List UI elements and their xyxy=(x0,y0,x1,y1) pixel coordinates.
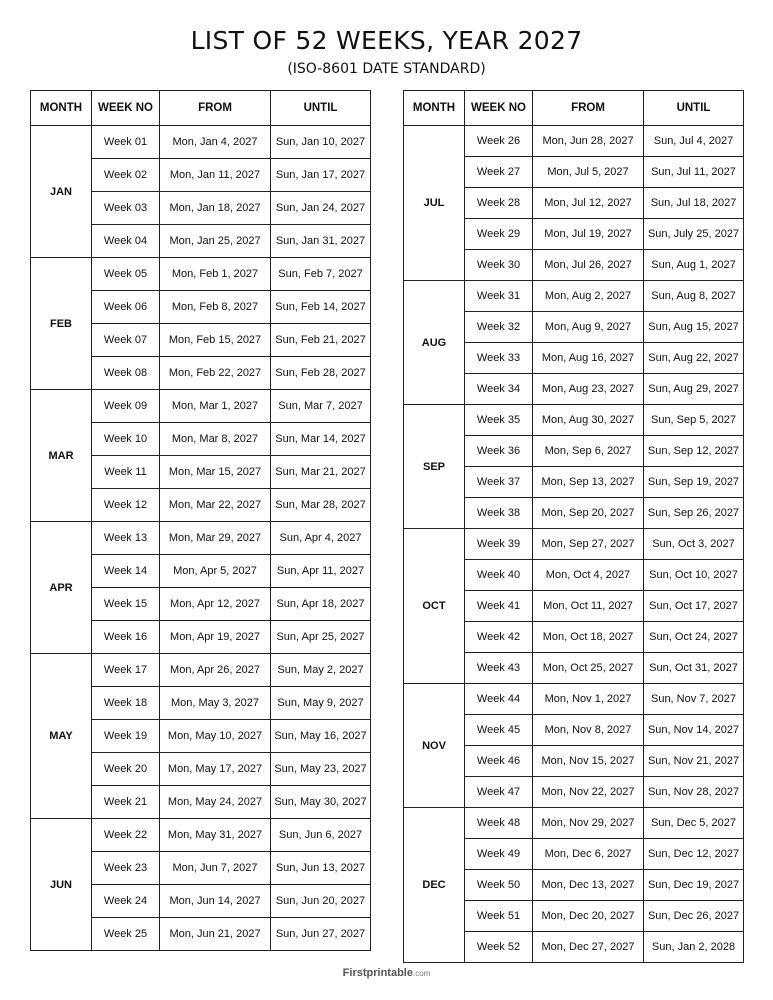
from-date-cell: Mon, May 3, 2027 xyxy=(160,687,271,720)
week-no-cell: Week 25 xyxy=(92,918,160,951)
month-cell: JUL xyxy=(404,126,465,281)
table-row xyxy=(31,654,371,687)
from-date-cell: Mon, Aug 2, 2027 xyxy=(533,281,644,312)
until-date-cell: Sun, Jan 2, 2028 xyxy=(644,932,744,963)
week-no-cell: Week 39 xyxy=(465,529,533,560)
until-date-cell: Sun, Jun 27, 2027 xyxy=(271,918,371,951)
week-no-cell: Week 24 xyxy=(92,885,160,918)
week-no-cell: Week 30 xyxy=(465,250,533,281)
from-date-cell: Mon, Jul 5, 2027 xyxy=(533,157,644,188)
from-date-cell: Mon, Mar 8, 2027 xyxy=(160,423,271,456)
until-date-cell: Sun, Jul 18, 2027 xyxy=(644,188,744,219)
from-date-cell: Mon, Aug 23, 2027 xyxy=(533,374,644,405)
table-row xyxy=(31,258,371,291)
from-date-cell: Mon, May 31, 2027 xyxy=(160,819,271,852)
until-date-cell: Sun, Aug 15, 2027 xyxy=(644,312,744,343)
week-no-cell: Week 19 xyxy=(92,720,160,753)
from-date-cell: Mon, Aug 9, 2027 xyxy=(533,312,644,343)
from-date-cell: Mon, Jan 11, 2027 xyxy=(160,159,271,192)
month-cell: FEB xyxy=(31,258,92,390)
header-from: FROM xyxy=(160,91,271,126)
from-date-cell: Mon, Oct 11, 2027 xyxy=(533,591,644,622)
week-no-cell: Week 17 xyxy=(92,654,160,687)
until-date-cell: Sun, Jun 20, 2027 xyxy=(271,885,371,918)
weeks-table-left xyxy=(30,90,371,951)
until-date-cell: Sun, Feb 28, 2027 xyxy=(271,357,371,390)
weeks-table-right xyxy=(403,90,744,963)
week-no-cell: Week 51 xyxy=(465,901,533,932)
until-date-cell: Sun, Apr 18, 2027 xyxy=(271,588,371,621)
until-date-cell: Sun, Apr 25, 2027 xyxy=(271,621,371,654)
page-title: LIST OF 52 WEEKS, YEAR 2027 xyxy=(190,26,583,55)
until-date-cell: Sun, Jun 13, 2027 xyxy=(271,852,371,885)
footer-brand-domain: .com xyxy=(412,969,431,978)
until-date-cell: Sun, Mar 14, 2027 xyxy=(271,423,371,456)
until-date-cell: Sun, Mar 28, 2027 xyxy=(271,489,371,522)
from-date-cell: Mon, Jul 12, 2027 xyxy=(533,188,644,219)
week-no-cell: Week 36 xyxy=(465,436,533,467)
table-row xyxy=(31,126,371,159)
from-date-cell: Mon, Oct 25, 2027 xyxy=(533,653,644,684)
until-date-cell: Sun, Dec 19, 2027 xyxy=(644,870,744,901)
until-date-cell: Sun, Jun 6, 2027 xyxy=(271,819,371,852)
table-body-right xyxy=(404,126,744,963)
until-date-cell: Sun, Dec 5, 2027 xyxy=(644,808,744,839)
week-no-cell: Week 20 xyxy=(92,753,160,786)
week-no-cell: Week 10 xyxy=(92,423,160,456)
month-cell: JUN xyxy=(31,819,92,951)
week-no-cell: Week 42 xyxy=(465,622,533,653)
until-date-cell: Sun, Sep 12, 2027 xyxy=(644,436,744,467)
until-date-cell: Sun, Feb 21, 2027 xyxy=(271,324,371,357)
week-no-cell: Week 48 xyxy=(465,808,533,839)
until-date-cell: Sun, Jan 24, 2027 xyxy=(271,192,371,225)
until-date-cell: Sun, Oct 31, 2027 xyxy=(644,653,744,684)
until-date-cell: Sun, Jul 11, 2027 xyxy=(644,157,744,188)
until-date-cell: Sun, May 30, 2027 xyxy=(271,786,371,819)
from-date-cell: Mon, May 17, 2027 xyxy=(160,753,271,786)
week-no-cell: Week 32 xyxy=(465,312,533,343)
from-date-cell: Mon, Jul 19, 2027 xyxy=(533,219,644,250)
until-date-cell: Sun, Mar 7, 2027 xyxy=(271,390,371,423)
table-row xyxy=(31,390,371,423)
header-until: UNTIL xyxy=(271,91,371,126)
from-date-cell: Mon, Jun 7, 2027 xyxy=(160,852,271,885)
from-date-cell: Mon, Jan 25, 2027 xyxy=(160,225,271,258)
header-until: UNTIL xyxy=(644,91,744,126)
week-no-cell: Week 08 xyxy=(92,357,160,390)
until-date-cell: Sun, Nov 7, 2027 xyxy=(644,684,744,715)
week-no-cell: Week 23 xyxy=(92,852,160,885)
from-date-cell: Mon, Mar 1, 2027 xyxy=(160,390,271,423)
until-date-cell: Sun, Oct 17, 2027 xyxy=(644,591,744,622)
week-no-cell: Week 11 xyxy=(92,456,160,489)
until-date-cell: Sun, Jul 4, 2027 xyxy=(644,126,744,157)
month-cell: SEP xyxy=(404,405,465,529)
from-date-cell: Mon, Apr 19, 2027 xyxy=(160,621,271,654)
table-row xyxy=(404,281,744,312)
week-no-cell: Week 27 xyxy=(465,157,533,188)
header-week-no: WEEK NO xyxy=(92,91,160,126)
month-cell: AUG xyxy=(404,281,465,405)
from-date-cell: Mon, Apr 12, 2027 xyxy=(160,588,271,621)
until-date-cell: Sun, Dec 12, 2027 xyxy=(644,839,744,870)
week-no-cell: Week 46 xyxy=(465,746,533,777)
week-no-cell: Week 33 xyxy=(465,343,533,374)
from-date-cell: Mon, Feb 22, 2027 xyxy=(160,357,271,390)
week-no-cell: Week 43 xyxy=(465,653,533,684)
until-date-cell: Sun, Oct 10, 2027 xyxy=(644,560,744,591)
until-date-cell: Sun, May 9, 2027 xyxy=(271,687,371,720)
week-no-cell: Week 13 xyxy=(92,522,160,555)
week-no-cell: Week 34 xyxy=(465,374,533,405)
from-date-cell: Mon, Sep 27, 2027 xyxy=(533,529,644,560)
until-date-cell: Sun, Jan 10, 2027 xyxy=(271,126,371,159)
from-date-cell: Mon, Nov 22, 2027 xyxy=(533,777,644,808)
week-no-cell: Week 05 xyxy=(92,258,160,291)
week-no-cell: Week 28 xyxy=(465,188,533,219)
month-cell: APR xyxy=(31,522,92,654)
table-row xyxy=(404,126,744,157)
header-month: MONTH xyxy=(31,91,92,126)
week-no-cell: Week 41 xyxy=(465,591,533,622)
footer-brand xyxy=(0,967,773,979)
from-date-cell: Mon, Nov 15, 2027 xyxy=(533,746,644,777)
week-no-cell: Week 01 xyxy=(92,126,160,159)
week-no-cell: Week 15 xyxy=(92,588,160,621)
from-date-cell: Mon, Aug 16, 2027 xyxy=(533,343,644,374)
week-no-cell: Week 35 xyxy=(465,405,533,436)
week-no-cell: Week 09 xyxy=(92,390,160,423)
footer-brand-name: Firstprintable xyxy=(342,967,413,979)
week-no-cell: Week 03 xyxy=(92,192,160,225)
week-no-cell: Week 21 xyxy=(92,786,160,819)
until-date-cell: Sun, Jan 17, 2027 xyxy=(271,159,371,192)
until-date-cell: Sun, Jan 31, 2027 xyxy=(271,225,371,258)
week-no-cell: Week 47 xyxy=(465,777,533,808)
until-date-cell: Sun, Dec 26, 2027 xyxy=(644,901,744,932)
until-date-cell: Sun, Nov 14, 2027 xyxy=(644,715,744,746)
table-row xyxy=(404,684,744,715)
week-no-cell: Week 06 xyxy=(92,291,160,324)
from-date-cell: Mon, Jun 14, 2027 xyxy=(160,885,271,918)
until-date-cell: Sun, Feb 7, 2027 xyxy=(271,258,371,291)
from-date-cell: Mon, Sep 20, 2027 xyxy=(533,498,644,529)
month-cell: MAR xyxy=(31,390,92,522)
from-date-cell: Mon, Feb 1, 2027 xyxy=(160,258,271,291)
week-no-cell: Week 45 xyxy=(465,715,533,746)
table-header-row xyxy=(404,91,744,126)
week-no-cell: Week 37 xyxy=(465,467,533,498)
from-date-cell: Mon, Mar 29, 2027 xyxy=(160,522,271,555)
until-date-cell: Sun, Apr 11, 2027 xyxy=(271,555,371,588)
until-date-cell: Sun, Aug 29, 2027 xyxy=(644,374,744,405)
week-no-cell: Week 50 xyxy=(465,870,533,901)
week-no-cell: Week 52 xyxy=(465,932,533,963)
until-date-cell: Sun, Aug 22, 2027 xyxy=(644,343,744,374)
from-date-cell: Mon, Apr 26, 2027 xyxy=(160,654,271,687)
week-no-cell: Week 16 xyxy=(92,621,160,654)
until-date-cell: Sun, Sep 5, 2027 xyxy=(644,405,744,436)
week-no-cell: Week 40 xyxy=(465,560,533,591)
week-no-cell: Week 38 xyxy=(465,498,533,529)
until-date-cell: Sun, Apr 4, 2027 xyxy=(271,522,371,555)
from-date-cell: Mon, Oct 18, 2027 xyxy=(533,622,644,653)
table-row xyxy=(404,808,744,839)
until-date-cell: Sun, Sep 26, 2027 xyxy=(644,498,744,529)
from-date-cell: Mon, Jun 21, 2027 xyxy=(160,918,271,951)
from-date-cell: Mon, Feb 8, 2027 xyxy=(160,291,271,324)
from-date-cell: Mon, Sep 6, 2027 xyxy=(533,436,644,467)
until-date-cell: Sun, Oct 3, 2027 xyxy=(644,529,744,560)
from-date-cell: Mon, Jul 26, 2027 xyxy=(533,250,644,281)
until-date-cell: Sun, Oct 24, 2027 xyxy=(644,622,744,653)
header-month: MONTH xyxy=(404,91,465,126)
page-subtitle: (ISO-8601 DATE STANDARD) xyxy=(287,61,486,77)
until-date-cell: Sun, July 25, 2027 xyxy=(644,219,744,250)
table-row xyxy=(31,819,371,852)
from-date-cell: Mon, Dec 6, 2027 xyxy=(533,839,644,870)
from-date-cell: Mon, Dec 27, 2027 xyxy=(533,932,644,963)
week-no-cell: Week 07 xyxy=(92,324,160,357)
week-no-cell: Week 12 xyxy=(92,489,160,522)
header-from: FROM xyxy=(533,91,644,126)
week-no-cell: Week 04 xyxy=(92,225,160,258)
table-row xyxy=(404,529,744,560)
from-date-cell: Mon, May 24, 2027 xyxy=(160,786,271,819)
month-cell: MAY xyxy=(31,654,92,819)
week-no-cell: Week 31 xyxy=(465,281,533,312)
until-date-cell: Sun, Sep 19, 2027 xyxy=(644,467,744,498)
week-no-cell: Week 44 xyxy=(465,684,533,715)
from-date-cell: Mon, Feb 15, 2027 xyxy=(160,324,271,357)
until-date-cell: Sun, Nov 21, 2027 xyxy=(644,746,744,777)
table-row xyxy=(31,522,371,555)
from-date-cell: Mon, Jan 4, 2027 xyxy=(160,126,271,159)
week-no-cell: Week 02 xyxy=(92,159,160,192)
until-date-cell: Sun, Aug 8, 2027 xyxy=(644,281,744,312)
from-date-cell: Mon, Jan 18, 2027 xyxy=(160,192,271,225)
from-date-cell: Mon, Aug 30, 2027 xyxy=(533,405,644,436)
month-cell: JAN xyxy=(31,126,92,258)
week-no-cell: Week 22 xyxy=(92,819,160,852)
from-date-cell: Mon, Nov 1, 2027 xyxy=(533,684,644,715)
month-cell: OCT xyxy=(404,529,465,684)
from-date-cell: Mon, Oct 4, 2027 xyxy=(533,560,644,591)
week-no-cell: Week 26 xyxy=(465,126,533,157)
until-date-cell: Sun, Aug 1, 2027 xyxy=(644,250,744,281)
from-date-cell: Mon, Mar 15, 2027 xyxy=(160,456,271,489)
from-date-cell: Mon, Nov 8, 2027 xyxy=(533,715,644,746)
from-date-cell: Mon, Dec 13, 2027 xyxy=(533,870,644,901)
until-date-cell: Sun, Nov 28, 2027 xyxy=(644,777,744,808)
until-date-cell: Sun, May 16, 2027 xyxy=(271,720,371,753)
from-date-cell: Mon, Dec 20, 2027 xyxy=(533,901,644,932)
from-date-cell: Mon, Jun 28, 2027 xyxy=(533,126,644,157)
until-date-cell: Sun, May 2, 2027 xyxy=(271,654,371,687)
from-date-cell: Mon, Mar 22, 2027 xyxy=(160,489,271,522)
until-date-cell: Sun, May 23, 2027 xyxy=(271,753,371,786)
table-body-left xyxy=(31,126,371,951)
week-no-cell: Week 18 xyxy=(92,687,160,720)
table-row xyxy=(404,405,744,436)
from-date-cell: Mon, Sep 13, 2027 xyxy=(533,467,644,498)
month-cell: DEC xyxy=(404,808,465,963)
month-cell: NOV xyxy=(404,684,465,808)
until-date-cell: Sun, Mar 21, 2027 xyxy=(271,456,371,489)
week-no-cell: Week 14 xyxy=(92,555,160,588)
from-date-cell: Mon, May 10, 2027 xyxy=(160,720,271,753)
from-date-cell: Mon, Nov 29, 2027 xyxy=(533,808,644,839)
week-no-cell: Week 49 xyxy=(465,839,533,870)
from-date-cell: Mon, Apr 5, 2027 xyxy=(160,555,271,588)
table-header-row xyxy=(31,91,371,126)
until-date-cell: Sun, Feb 14, 2027 xyxy=(271,291,371,324)
header-week-no: WEEK NO xyxy=(465,91,533,126)
week-no-cell: Week 29 xyxy=(465,219,533,250)
